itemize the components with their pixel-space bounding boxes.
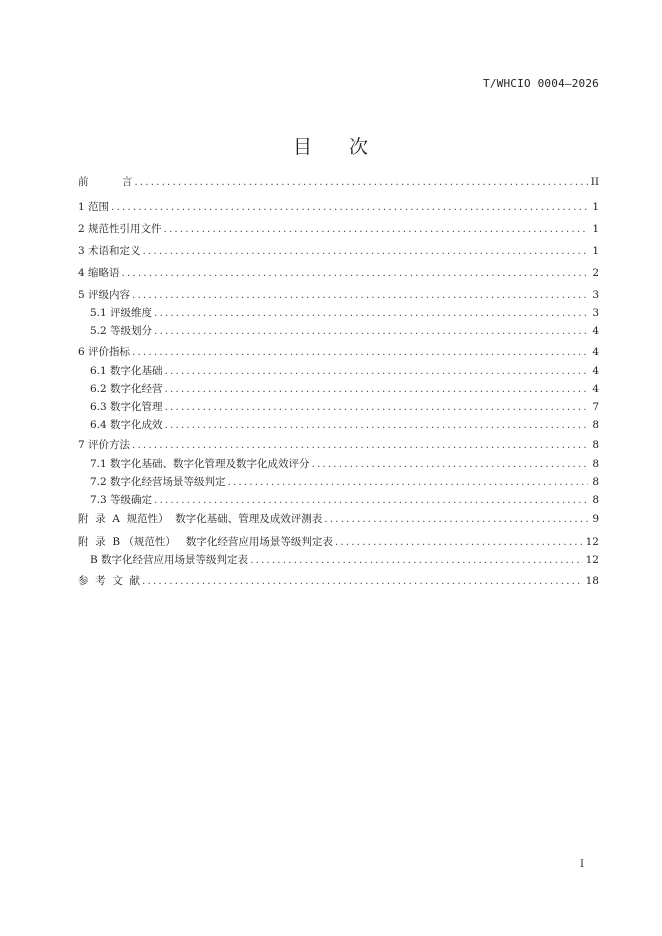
toc-leader-dots bbox=[165, 365, 588, 377]
page-number: I bbox=[580, 859, 584, 870]
toc-entry-page: 8 bbox=[592, 476, 599, 488]
toc-entry-page: II bbox=[590, 176, 599, 188]
toc-entry[interactable] bbox=[78, 325, 599, 337]
toc-leader-dots bbox=[154, 307, 588, 319]
toc-entry-page: 4 bbox=[592, 325, 599, 337]
toc-leader-dots bbox=[132, 439, 588, 451]
toc-entry[interactable] bbox=[78, 554, 599, 566]
toc-entry-label: 5.1 评级维度 bbox=[90, 307, 153, 319]
toc-entry-label: 6.3 数字化管理 bbox=[90, 401, 163, 413]
toc-entry-label: 7.2 数字化经营场景等级判定 bbox=[90, 476, 226, 488]
toc-entry-page: 8 bbox=[592, 439, 599, 451]
toc-leader-dots bbox=[324, 513, 588, 525]
toc-entry-label: 5.2 等级划分 bbox=[90, 325, 153, 337]
toc-entry-page: 12 bbox=[585, 554, 599, 566]
toc-leader-dots bbox=[164, 223, 588, 235]
toc-entry[interactable] bbox=[78, 307, 599, 319]
toc-entry-page: 9 bbox=[592, 513, 599, 525]
title-char-2: 次 bbox=[349, 136, 370, 158]
toc-entry[interactable] bbox=[78, 419, 599, 431]
toc-entry-label: 6.1 数字化基础 bbox=[90, 365, 163, 377]
toc-entry[interactable] bbox=[78, 346, 599, 358]
toc-entry-page: 8 bbox=[592, 419, 599, 431]
toc-leader-dots bbox=[122, 267, 588, 279]
toc-entry-page: 1 bbox=[592, 245, 599, 257]
toc-entry-label: 3 术语和定义 bbox=[78, 245, 141, 257]
toc-entry[interactable] bbox=[78, 223, 599, 235]
toc-entry[interactable] bbox=[78, 536, 599, 548]
toc-entry-page: 18 bbox=[585, 575, 599, 587]
toc-entry-label: 7 评价方法 bbox=[78, 439, 131, 451]
toc-entry[interactable] bbox=[78, 439, 599, 451]
toc-entry-page: 8 bbox=[592, 494, 599, 506]
toc-leader-dots bbox=[142, 575, 583, 587]
toc-leader-dots bbox=[143, 245, 588, 257]
toc-leader-dots bbox=[228, 476, 588, 488]
toc-entry[interactable] bbox=[78, 494, 599, 506]
toc-leader-dots bbox=[312, 458, 588, 470]
toc-entry[interactable] bbox=[78, 401, 599, 413]
toc-entry[interactable] bbox=[78, 458, 599, 470]
toc-entry-page: 2 bbox=[592, 267, 599, 279]
toc-entry[interactable] bbox=[78, 289, 599, 301]
toc-entry-label: 6.4 数字化成效 bbox=[90, 419, 163, 431]
document-code: T/WHCIO 0004—2026 bbox=[483, 77, 599, 90]
toc-leader-dots bbox=[335, 536, 583, 548]
toc-entry-label: 附 录 B （规范性） 数字化经营应用场景等级判定表 bbox=[78, 536, 333, 548]
toc-entry[interactable] bbox=[78, 245, 599, 257]
toc-entry-label: 6 评价指标 bbox=[78, 346, 131, 358]
title-char-1: 目 bbox=[292, 136, 313, 158]
toc-entry[interactable] bbox=[78, 575, 599, 587]
toc-entry-page: 7 bbox=[592, 401, 599, 413]
toc-leader-dots bbox=[134, 176, 587, 188]
toc-entry[interactable] bbox=[78, 267, 599, 279]
toc-entry-label: 2 规范性引用文件 bbox=[78, 223, 162, 235]
toc-entry-page: 1 bbox=[592, 223, 599, 235]
toc-entry-label: 前 言 bbox=[78, 176, 133, 188]
toc-entry-label: 5 评级内容 bbox=[78, 289, 131, 301]
toc-leader-dots bbox=[250, 554, 583, 566]
toc-entry[interactable] bbox=[78, 201, 599, 213]
toc-leader-dots bbox=[132, 289, 588, 301]
toc-entry-page: 12 bbox=[585, 536, 599, 548]
toc-entry-label: 附 录 A 规范性） 数字化基础、管理及成效评测表 bbox=[78, 513, 323, 525]
toc-entry[interactable] bbox=[78, 513, 599, 525]
toc-entry-label: 参 考 文 献 bbox=[78, 575, 141, 587]
toc-entry-page: 1 bbox=[592, 201, 599, 213]
toc-entry-label: 7.1 数字化基础、数字化管理及数字化成效评分 bbox=[90, 458, 310, 470]
toc-entry-label: 1 范围 bbox=[78, 201, 110, 213]
toc-entry-page: 3 bbox=[592, 289, 599, 301]
toc-entry-page: 8 bbox=[592, 458, 599, 470]
toc-leader-dots bbox=[154, 494, 588, 506]
toc-entry-label: 4 缩略语 bbox=[78, 267, 120, 279]
toc-entry-label: 6.2 数字化经营 bbox=[90, 383, 163, 395]
toc-entry[interactable] bbox=[78, 176, 599, 188]
toc-entry-label: 7.3 等级确定 bbox=[90, 494, 153, 506]
toc-leader-dots bbox=[165, 419, 588, 431]
toc-leader-dots bbox=[111, 201, 588, 213]
toc-entry-page: 3 bbox=[592, 307, 599, 319]
toc-leader-dots bbox=[132, 346, 588, 358]
toc-entry[interactable] bbox=[78, 476, 599, 488]
page-title bbox=[0, 132, 662, 159]
toc-entry-page: 4 bbox=[592, 383, 599, 395]
toc-entry-page: 4 bbox=[592, 346, 599, 358]
toc-leader-dots bbox=[165, 401, 588, 413]
toc-leader-dots bbox=[154, 325, 588, 337]
toc-leader-dots bbox=[165, 383, 588, 395]
toc-entry-label: B 数字化经营应用场景等级判定表 bbox=[90, 554, 249, 566]
toc-entry[interactable] bbox=[78, 383, 599, 395]
toc-entry[interactable] bbox=[78, 365, 599, 377]
toc-entry-page: 4 bbox=[592, 365, 599, 377]
